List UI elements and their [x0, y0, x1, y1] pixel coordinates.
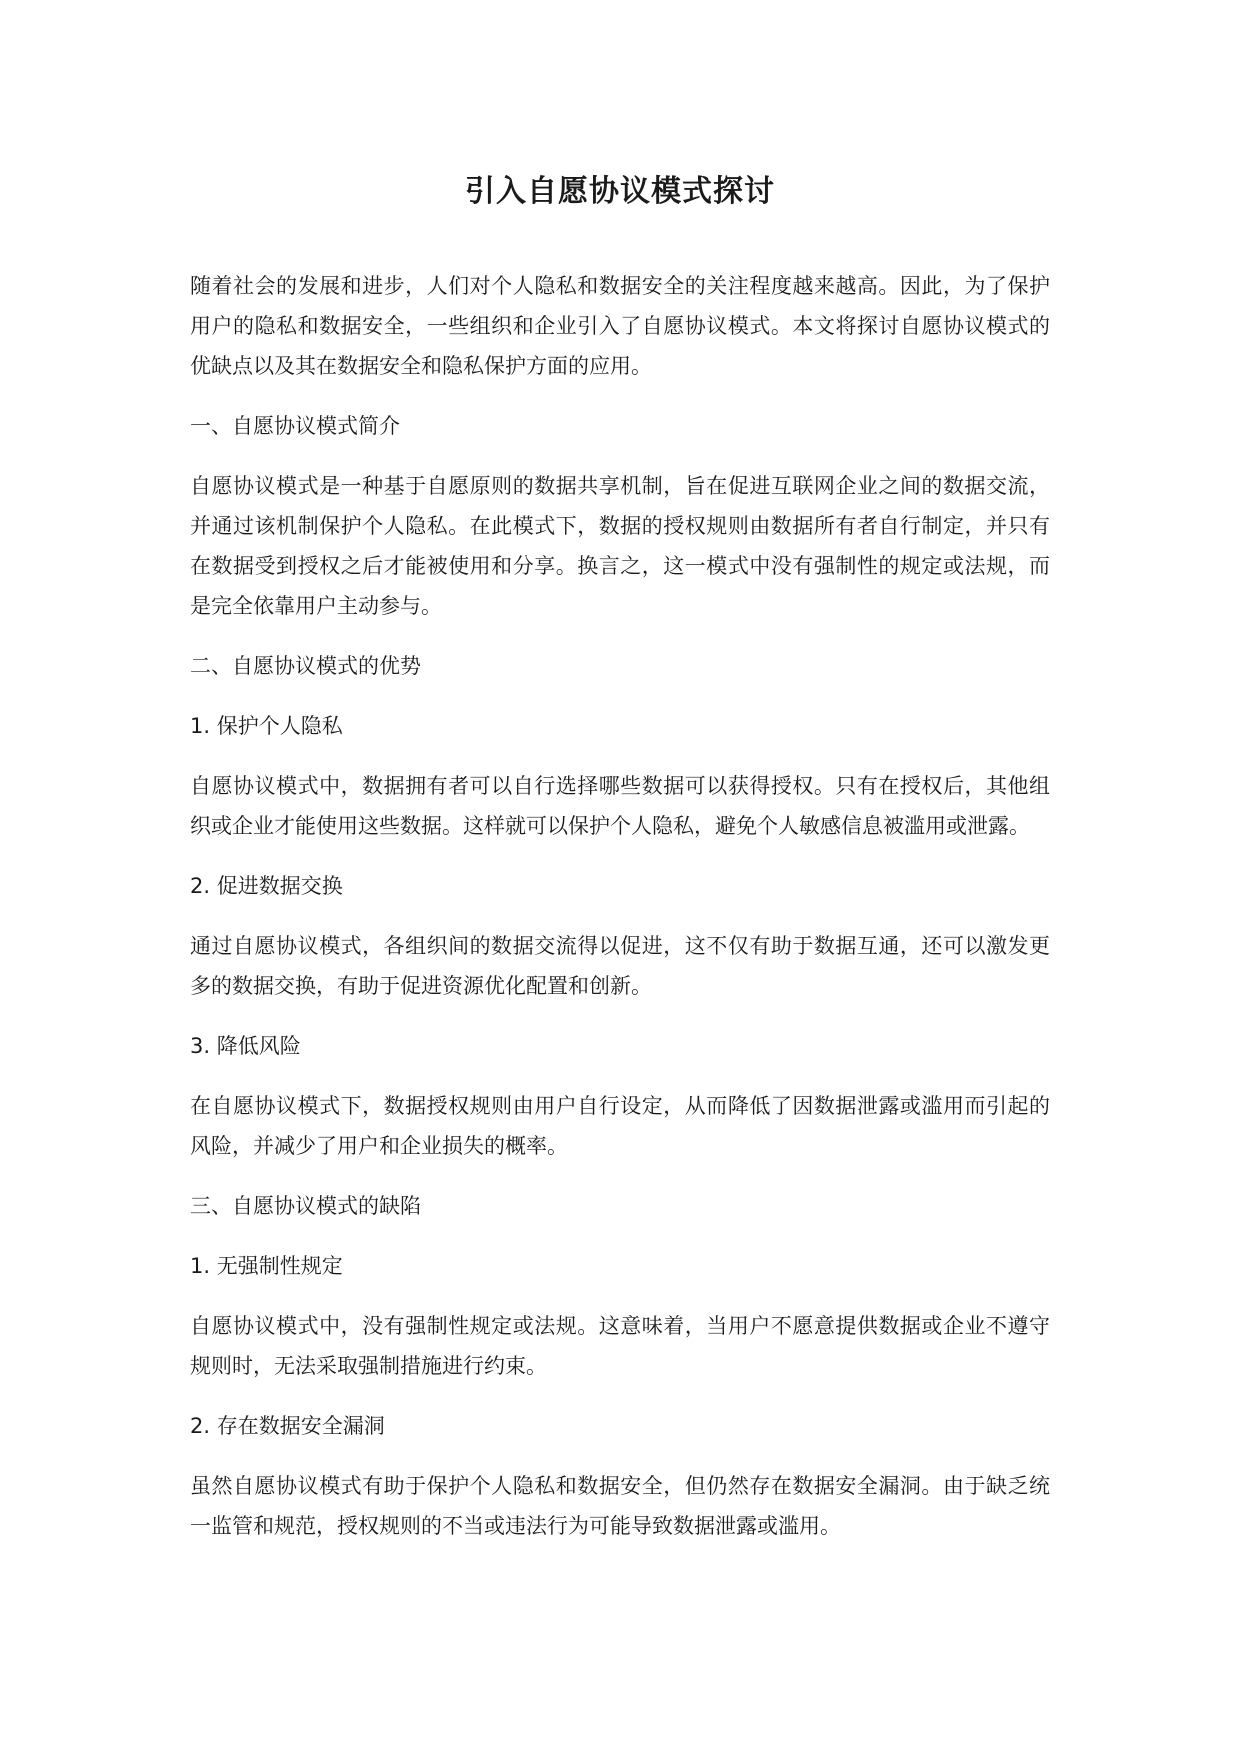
subheading-no-mandate: 1. 无强制性规定: [190, 1254, 343, 1278]
paragraph-definition: 自愿协议模式是一种基于自愿原则的数据共享机制，旨在促进互联网企业之间的数据交流，并通过该机制保护个人隐私。在此模式下，数据的授权规则由数据所有者自行制定，并只有在数据受到授权之后才能被使用和分享。换言之，这一模式中没有强制性的规定或法规，而是完全依靠用户主动参与。: [190, 474, 1050, 618]
paragraph-security-gaps: 虽然自愿协议模式有助于保护个人隐私和数据安全，但仍然存在数据安全漏洞。由于缺乏统一监管和规范，授权规则的不当或违法行为可能导致数据泄露或滥用。: [190, 1474, 1050, 1538]
paragraph-intro: 随着社会的发展和进步，人们对个人隐私和数据安全的关注程度越来越高。因此，为了保护用户的隐私和数据安全，一些组织和企业引入了自愿协议模式。本文将探讨自愿协议模式的优缺点以及其在数据安全和隐私保护方面的应用。: [190, 274, 1050, 378]
paragraph-risk: 在自愿协议模式下，数据授权规则由用户自行设定，从而降低了因数据泄露或滥用而引起的风险，并减少了用户和企业损失的概率。: [190, 1094, 1050, 1158]
paragraph-exchange: 通过自愿协议模式，各组织间的数据交流得以促进，这不仅有助于数据互通，还可以激发更多的数据交换，有助于促进资源优化配置和创新。: [190, 934, 1050, 998]
subheading-privacy: 1. 保护个人隐私: [190, 714, 343, 738]
subheading-security-gaps: 2. 存在数据安全漏洞: [190, 1414, 385, 1438]
paragraph-privacy: 自愿协议模式中，数据拥有者可以自行选择哪些数据可以获得授权。只有在授权后，其他组织或企业才能使用这些数据。这样就可以保护个人隐私，避免个人敏感信息被滥用或泄露。: [190, 774, 1050, 838]
document-content: [190, 170, 1050, 1566]
section-heading-advantages: 二、自愿协议模式的优势: [190, 654, 421, 678]
paragraph-no-mandate: 自愿协议模式中，没有强制性规定或法规。这意味着，当用户不愿意提供数据或企业不遵守规则时，无法采取强制措施进行约束。: [190, 1314, 1050, 1378]
subheading-exchange: 2. 促进数据交换: [190, 874, 343, 898]
section-heading-intro: 一、自愿协议模式简介: [190, 414, 400, 438]
subheading-risk: 3. 降低风险: [190, 1034, 301, 1058]
page-title: 引入自愿协议模式探讨: [465, 174, 775, 209]
section-heading-defects: 三、自愿协议模式的缺陷: [190, 1194, 421, 1218]
